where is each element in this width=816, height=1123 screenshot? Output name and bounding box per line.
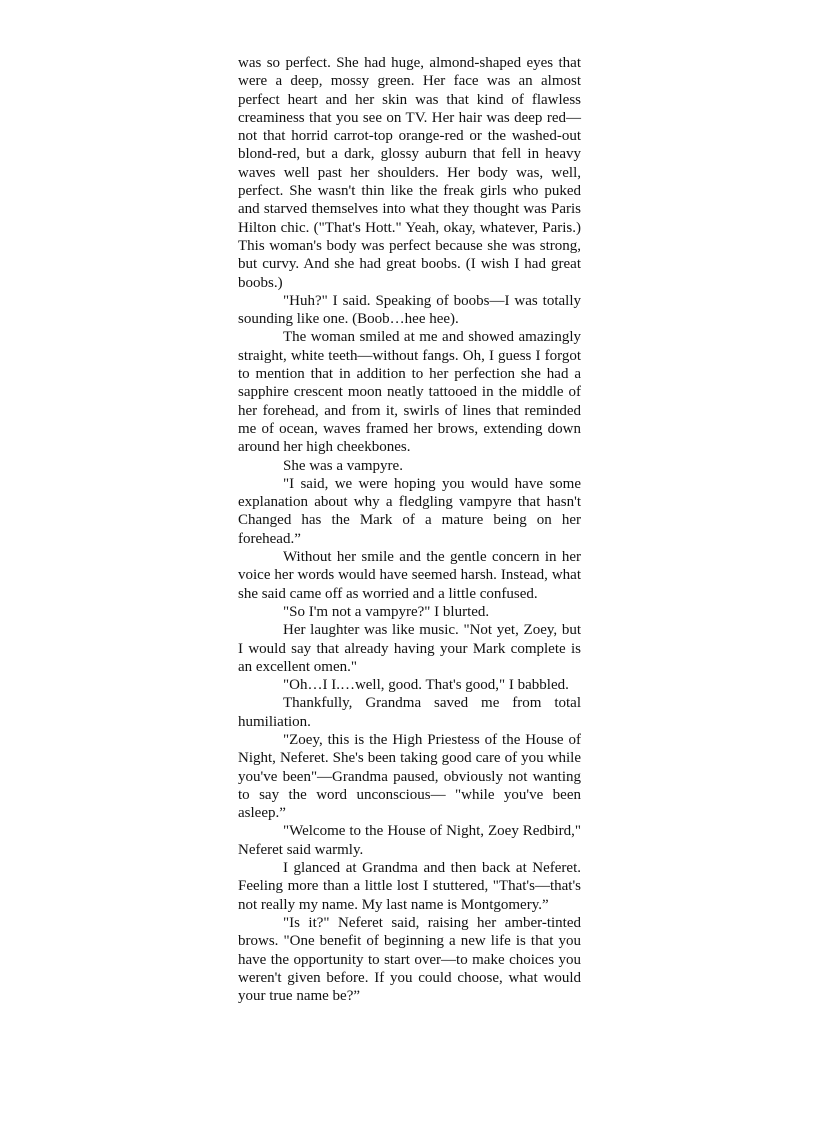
paragraph: Her laughter was like music. "Not yet, Zoey, but I would say that already having your Mark complete is an excellent omen." [238, 622, 581, 675]
paragraph: She was a vampyre. [283, 457, 403, 474]
paragraph: was so perfect. She had huge, almond-shaped eyes that were a deep, mossy green. Her face was an almost perfect heart and her skin was that kind of flawless creaminess that you see on TV. Her hair was deep red—not that horrid carrot-top orange-red or the washed-out blond-red, but a dark, glossy auburn that fell in heavy waves well past her shoulders. Her body was, well, perfect. She wasn't thin like the freak girls who puked and starved themselves into what they thought was Paris Hilton chic. ("That's Hott." Yeah, okay, whatever, Paris.) This woman's body was perfect because she was strong, but curvy. And she had great boobs. (I wish I had great boobs.) [238, 55, 581, 291]
paragraph: Without her smile and the gentle concern in her voice her words would have seemed harsh. Instead, what she said came off as worried and a little confused. [238, 549, 581, 602]
paragraph: Thankfully, Grandma saved me from total humiliation. [238, 695, 581, 730]
paragraph: "Huh?" I said. Speaking of boobs—I was totally sounding like one. (Boob…hee hee). [238, 292, 581, 328]
paragraph: "Oh…I I.…well, good. That's good," I babbled. [283, 677, 569, 694]
paragraph: "I said, we were hoping you would have some explanation about why a fledgling vampyre that hasn't Changed has the Mark of a mature being on her forehead.” [238, 475, 581, 547]
paragraph: "So I'm not a vampyre?" I blurted. [283, 603, 490, 620]
paragraph: I glanced at Grandma and then back at Neferet. Feeling more than a little lost I stuttered, "That's—that's not really my name. My last name is Montgomery.” [238, 860, 581, 913]
paragraph: "Welcome to the House of Night, Zoey Redbird," Neferet said warmly. [238, 823, 581, 858]
paragraph: "Is it?" Neferet said, raising her amber-tinted brows. "One benefit of beginning a new life is that you have the opportunity to start over—to make choices you weren't given before. If you could choose, what would your true name be?” [238, 914, 581, 1005]
paragraph: "Zoey, this is the High Priestess of the House of Night, Neferet. She's been taking good care of you while you've been"—Grandma paused, obviously not wanting to say the word unconscious— "while you've been asleep.” [238, 731, 581, 822]
book-page [238, 54, 581, 1005]
paragraph: The woman smiled at me and showed amazingly straight, white teeth—without fangs. Oh, I guess I forgot to mention that in addition to her perfection she had a sapphire crescent moon neatly tattooed in the middle of her forehead, and from it, swirls of lines that reminded me of ocean, waves framed her brows, extending down around her high cheekbones. [238, 329, 581, 456]
